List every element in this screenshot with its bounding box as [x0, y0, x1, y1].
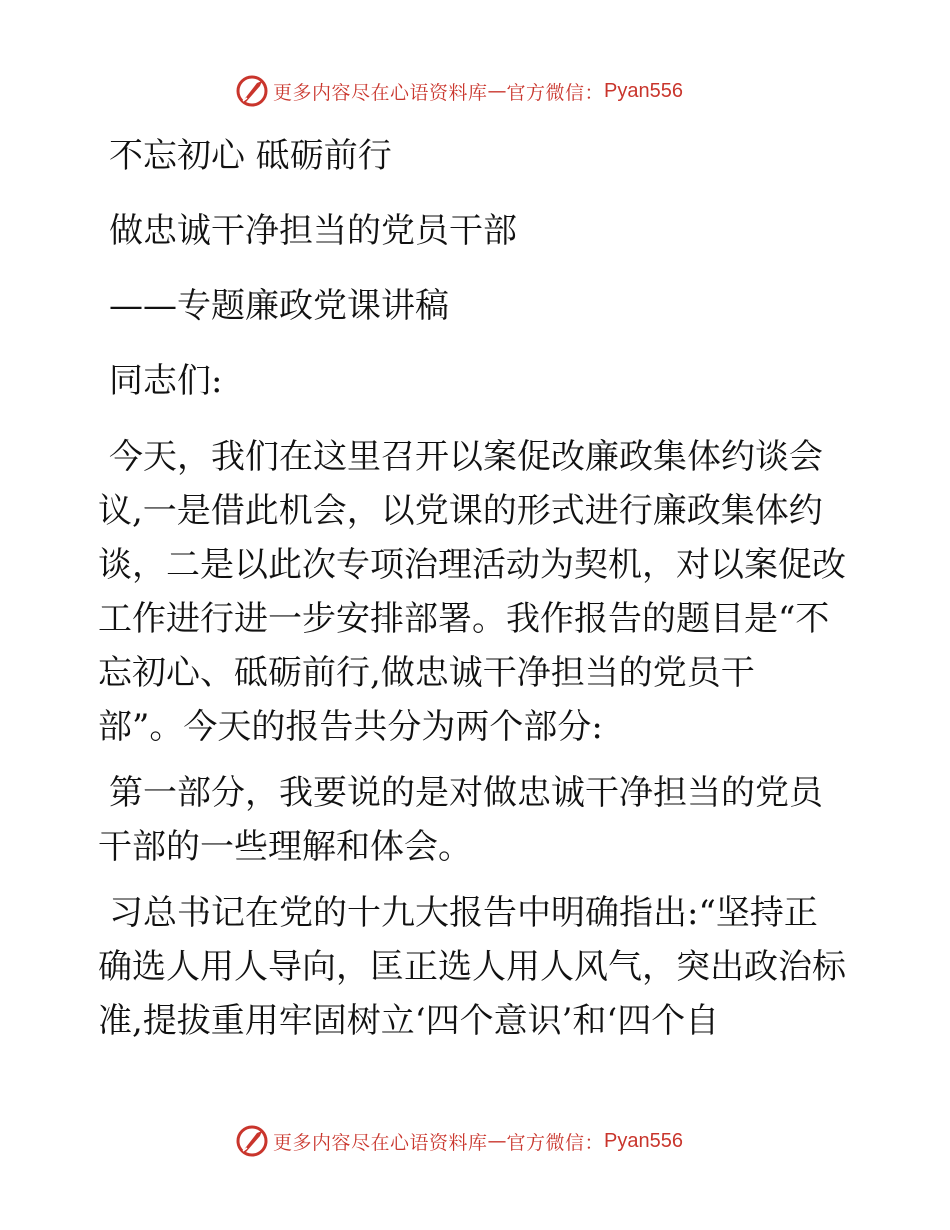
paragraph-line: 部”。今天的报告共分为两个部分:: [98, 707, 603, 747]
quill-pen-logo-icon: [235, 74, 269, 108]
watermark-site-text: 更多内容尽在心语资料库: [273, 1131, 488, 1154]
paragraph-line: 准,提拔重用牢固树立‘四个意识’和‘四个自: [98, 1001, 720, 1041]
paragraph-line: 工作进行进一步安排部署。我作报告的题目是“不: [98, 599, 830, 639]
paragraph-line: 习总书记在党的十九大报告中明确指出:“坚持正: [109, 893, 818, 933]
header-watermark: [235, 73, 683, 109]
document-title-line2: 做忠诚干净担当的党员干部: [109, 210, 517, 251]
paragraph-2: [98, 766, 858, 874]
paragraph-line: 干部的一些理解和体会。: [98, 827, 472, 867]
footer-watermark: [235, 1123, 683, 1159]
paragraph-line: 谈，二是以此次专项治理活动为契机，对以案促改: [98, 545, 846, 585]
watermark-wechat-id: Pyan556: [604, 79, 683, 102]
watermark-wechat-id: Pyan556: [604, 1129, 683, 1152]
paragraph-line: 第一部分，我要说的是对做忠诚干净担当的党员: [109, 773, 823, 813]
paragraph-line: 确选人用人导向，匡正选人用人风气，突出政治标: [98, 947, 846, 987]
quill-pen-logo-icon: [235, 1124, 269, 1158]
paragraph-line: 议,一是借此机会，以党课的形式进行廉政集体约: [98, 491, 823, 531]
document-body: [98, 118, 858, 1048]
watermark-separator: —: [487, 80, 507, 102]
watermark-wechat-label: 官方微信：: [506, 1131, 605, 1154]
document-salutation: 同志们:: [109, 360, 223, 401]
paragraph-1: [98, 430, 858, 754]
paragraph-3: [98, 886, 858, 1048]
paragraph-line: 今天，我们在这里召开以案促改廉政集体约谈会: [109, 437, 823, 477]
document-title-line1: 不忘初心 砥砺前行: [109, 135, 392, 176]
watermark-wechat-label: 官方微信：: [506, 81, 605, 104]
paragraph-line: 忘初心、砥砺前行,做忠诚干净担当的党员干: [98, 653, 755, 693]
watermark-site-text: 更多内容尽在心语资料库: [273, 81, 488, 104]
document-subtitle: ——专题廉政党课讲稿: [109, 285, 449, 326]
watermark-separator: —: [487, 1130, 507, 1152]
